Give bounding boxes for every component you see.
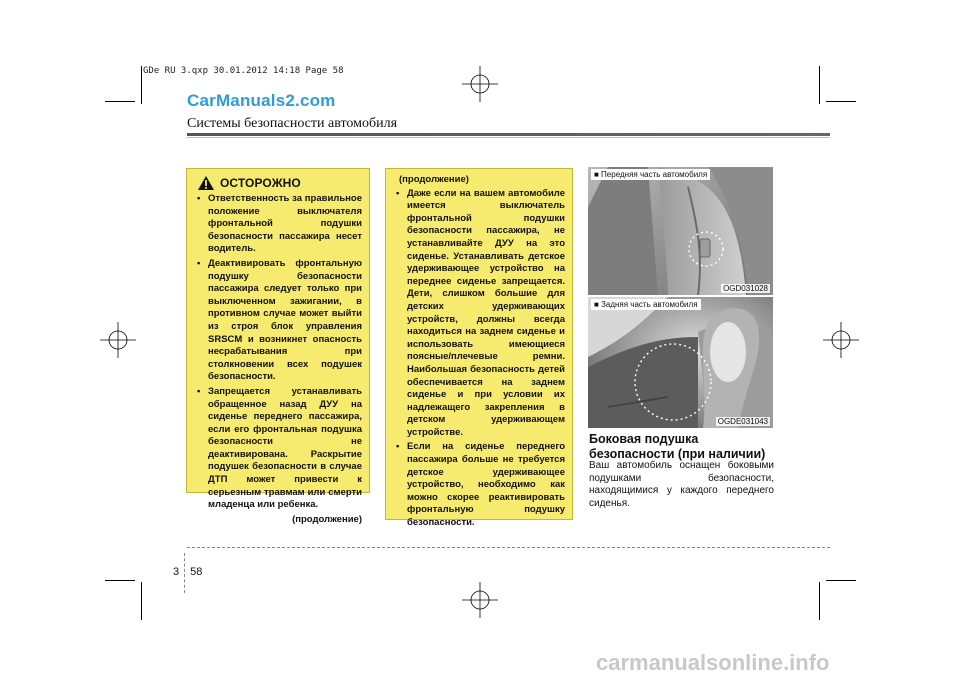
- front-seat-photo: [588, 167, 773, 295]
- registration-mark-icon: [823, 322, 859, 358]
- section-title: Системы безопасности автомобиля: [187, 116, 398, 131]
- continued-label: (продолжение): [399, 174, 469, 185]
- crop-mark: [141, 66, 142, 104]
- warning-box: [186, 168, 370, 525]
- page-number: [173, 551, 202, 593]
- photo-code: OGDE031043: [717, 417, 768, 426]
- list-item: • Запрещается устанавливать обращенное назад ДУУ на сиденье переднего пассажира, если его фронтальная подушка безопасности не деактивирована. Раскрытие подушек безопасности в случае ДТП может привести к серьезным травмам или смерти младенца или ребенка.: [194, 386, 362, 512]
- side-airbag-text: Ваш автомобиль оснащен боковыми подушками безопасности, находящимися у каждого переднего сиденья.: [589, 460, 774, 509]
- warning-triangle-icon: [197, 175, 215, 191]
- rear-seat-photo: [588, 297, 773, 428]
- continued-list: [393, 188, 565, 530]
- side-airbag-title: Боковая подушка безопасности (при наличии): [589, 432, 766, 461]
- front-seat-illustration: [588, 167, 773, 295]
- continued-warning-box: [385, 168, 573, 529]
- list-item: • Ответственность за правильное положение выключателя фронтальной подушки безопасности пассажира несет водитель.: [194, 193, 362, 256]
- side-airbag-illustration: [588, 297, 773, 428]
- list-item: • Даже если на вашем автомобиле имеется выключатель фронтальной подушки безопасности пассажира, не устанавливайте ДУУ на это сиденье. Устанавливать детское удерживающее устройство на переднее сиденье запрещается. Дети, слишком большие для детских удерживающих устройств, должны всегда находиться на заднем сиденье и использовать имеющиеся поясные/плечевые ремни. Наибольшая безопасность детей обеспечивается на заднем сиденье и при условии их надлежащего закрепления в детском удерживающем устройстве.: [393, 188, 565, 440]
- crop-mark: [141, 582, 142, 620]
- watermark-link[interactable]: carmanualsonline.info: [596, 650, 830, 675]
- watermark-link[interactable]: CarManuals2.com: [187, 91, 336, 110]
- continued-label: (продолжение): [292, 513, 362, 525]
- crop-mark: [826, 580, 856, 581]
- footer-dashed-rule: [187, 547, 830, 548]
- crop-mark: [105, 101, 135, 102]
- warning-list: [194, 193, 362, 512]
- header-rule-light: [187, 137, 830, 138]
- registration-mark-icon: [462, 582, 498, 618]
- page-divider: [184, 553, 185, 593]
- warning-header: [194, 175, 362, 191]
- list-item: • Деактивировать фронтальную подушку безопасности пассажира следует только при выключенном зажигании, в противном случае может выйти из строя блок управления SRSCM и возникнет опасность несрабатывания при столкновении всех подушек безопасности.: [194, 258, 362, 384]
- registration-mark-icon: [100, 322, 136, 358]
- page-number-value: 58: [190, 566, 203, 578]
- registration-mark-icon: [462, 66, 498, 102]
- list-item: • Если на сиденье переднего пассажира больше не требуется детское удерживающее устройство, необходимо как можно скорее реактивировать фронтальную подушку безопасности.: [393, 441, 565, 529]
- warning-title: ОСТОРОЖНО: [220, 175, 301, 190]
- crop-mark: [819, 582, 820, 620]
- print-slug: GDe RU 3.qxp 30.01.2012 14:18 Page 58: [143, 66, 344, 76]
- crop-mark: [819, 66, 820, 104]
- photo-code: OGD031028: [723, 284, 768, 293]
- photo-caption: ■ Передняя часть автомобиля: [591, 169, 710, 180]
- crop-mark: [826, 101, 856, 102]
- photo-caption: ■ Задняя часть автомобиля: [591, 299, 701, 310]
- crop-mark: [105, 580, 135, 581]
- header-rule: [187, 133, 830, 136]
- chapter-number: 3: [173, 566, 180, 578]
